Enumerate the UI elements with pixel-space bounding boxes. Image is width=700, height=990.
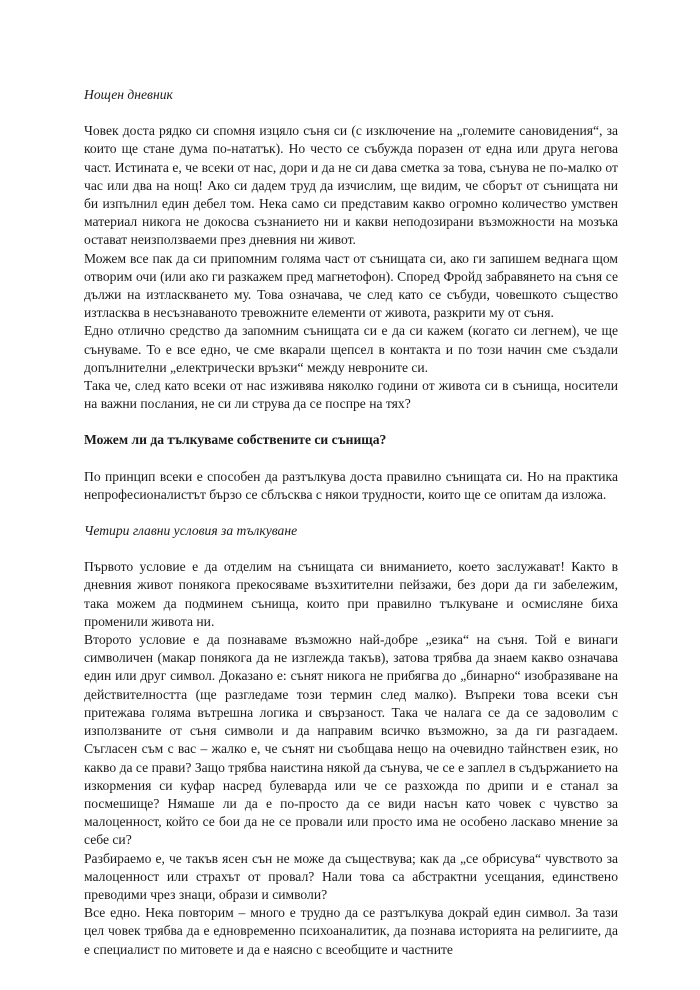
paragraph: Все едно. Нека повторим – много е трудно да се разтълкува докрай един символ. За тази цел човек трябва да е едновременно психоаналитик, да познава историята на религиите, да е специалист по митовете и да е наясно с всеобщите и частните [84, 905, 618, 957]
paragraph: Така че, след като всеки от нас изживява няколко години от живота си в сънища, носители на важни послания, не си ли струва да се поспре на тях? [84, 378, 618, 412]
paragraph: По принцип всеки е способен да разтълкува доста правилно сънищата си. Но на практика непрофесионалистът бързо се сблъсква с някои трудности, които ще се опитам да изложа. [84, 468, 618, 502]
paragraph: Второто условие е да познаваме възможно най-добре „езика“ на съня. Той е винаги символичен (макар понякога да не изглежда такъв), затова трябва да знаем какво означава един или друг символ. Доказано е: сънят никога не прибягва до „бинарно“ изобразяване на действителността (ще разгледаме този термин след малко). Въпреки това всеки сън притежава голяма вътрешна логика и свързаност. Така че налага се да се задоволим с използваните от съня символи и да направим всичко възможно, за да ги разгадаем. Съгласен съм с вас – жалко е, че сънят ни съобщава нещо на очевидно тайнствен език, но какво да се прави? Защо трябва наистина някой да сънува, че се е заплел в съдържанието на изкормения си куфар насред булеварда или че се разхожда по дрипи и е станал за посмешище? Нямаше ли да е по-просто да се види насън като човек с чувство за малоценност, който се бои да не се провали или просто има не особено ласкаво мнение за себе си? [84, 632, 618, 848]
section-title-night-diary: Нощен дневник [84, 87, 173, 102]
paragraph: Едно отлично средство да запомним сънищата си е да си кажем (когато си легнем), че ще сънуваме. То е все едно, че сме вкарали щепсел в контакта и по този начин сме създали допълнителни „електрически връзки“ между невроните си. [84, 323, 618, 375]
document-page [84, 86, 618, 959]
section-title-interpret-dreams: Можем ли да тълкуваме собствените си сънища? [84, 432, 387, 448]
paragraph: Първото условие е да отделим на сънищата си вниманието, което заслужават! Както в дневния живот понякога прекосяваме възхитителни пейзажи, без дори да ги забележим, така можем да подминем сънища, които при правилно тълкуване и осмисляне биха променили живота ни. [84, 559, 618, 629]
paragraph: Човек доста рядко си спомня изцяло съня си (с изключение на „големите сановидения“, за които ще стане дума по-нататък). Но често се събужда поразен от една или друга негова част. Истината е, че всеки от нас, дори и да не си дава сметка за това, сънува не по-малко от час или два на нощ! Ако си дадем труд да изчислим, ще видим, че сборът от сънищата ни би изпълнил един дебел том. Нека само си представим какво огромно количество умствен материал никога не докосва съзнанието ни и какви неподозирани възможности на мозъка остават неизползваеми през дневния ни живот. [84, 123, 618, 248]
paragraph: Разбираемо е, че такъв ясен сън не може да съществува; как да „се обрисува“ чувството за малоценност или страхът от провал? Нали това са абстрактни усещания, единствено преводими чрез знаци, образи и символи? [84, 850, 618, 902]
section-title-four-conditions: Четири главни условия за тълкуване [84, 523, 298, 539]
paragraph: Можем все пак да си припомним голяма част от сънищата си, ако ги запишем веднага щом отворим очи (или ако ги разкажем пред магнетофон). Според Фройд забравянето на съня се дължи на изтласкването му. Това означава, че след като се събуди, човешкото същество изтласква в несъзнаваното тревожните елементи от живота, разкрити му от съня. [84, 250, 618, 321]
